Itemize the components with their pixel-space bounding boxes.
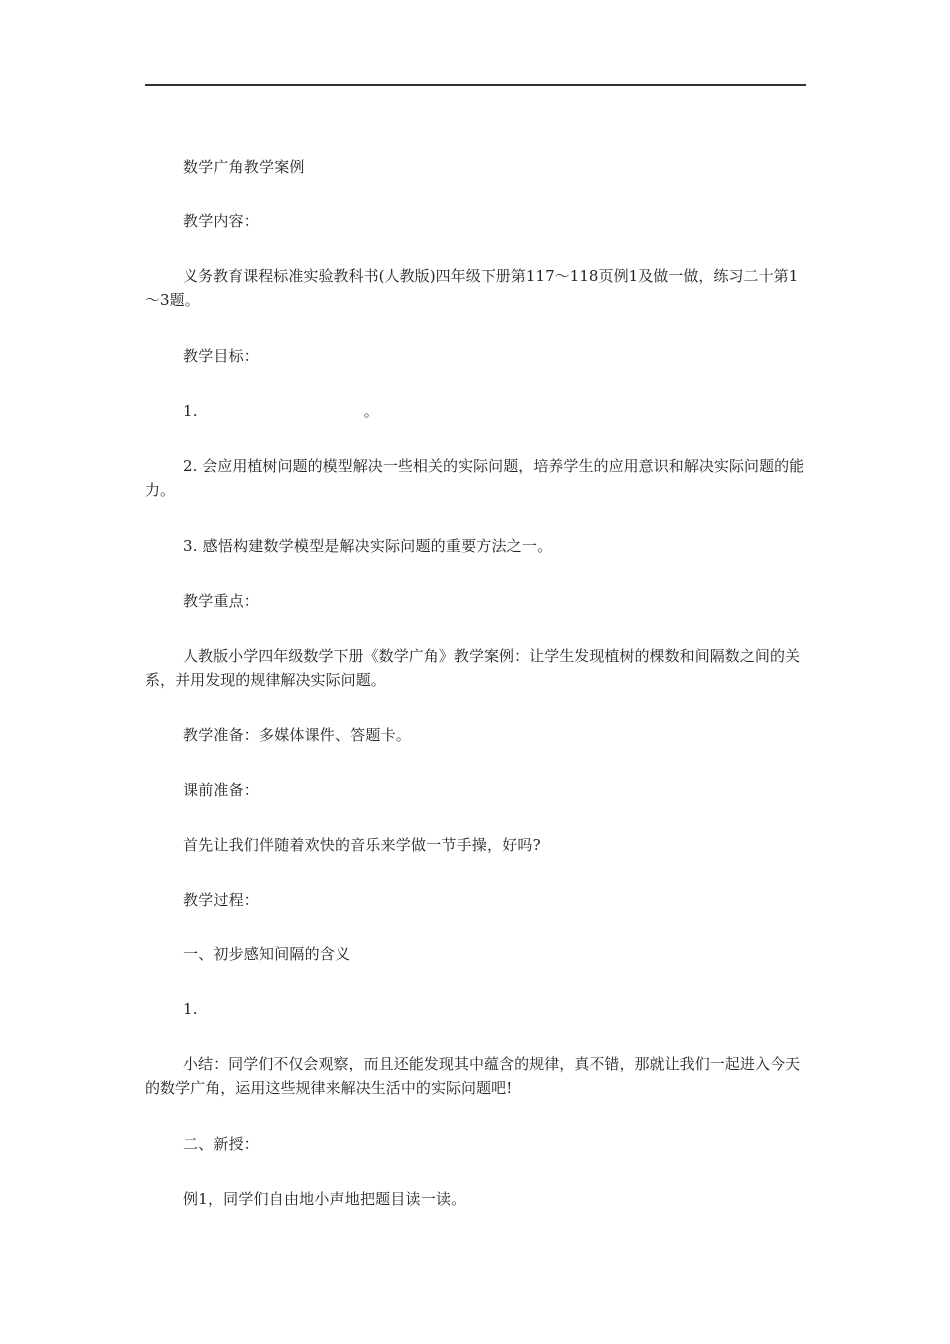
part-1-heading: 一、初步感知间隔的含义 <box>183 945 351 963</box>
summary-paragraph: 小结：同学们不仅会观察，而且还能发现其中蕴含的规律，真不错，那就让我们一起进入今天的数学广角，运用这些规律来解决生活中的实际问题吧! <box>145 1055 801 1097</box>
goal-3: 3. 感悟构建数学模型是解决实际问题的重要方法之一。 <box>183 537 553 555</box>
preparation-line: 教学准备：多媒体课件、答题卡。 <box>183 726 412 744</box>
document-title: 数学广角教学案例 <box>183 158 305 176</box>
section-preclass-label: 课前准备： <box>183 781 260 799</box>
content-paragraph: 义务教育课程标准实验教科书(人教版)四年级下册第117～118页例1及做一做，练习二十第1～3题。 <box>145 267 799 309</box>
goal-2: 2. 会应用植树问题的模型解决一些相关的实际问题，培养学生的应用意识和解决实际问题的能力。 <box>145 457 805 499</box>
key-paragraph: 人教版小学四年级数学下册《数学广角》教学案例：让学生发现植树的棵数和间隔数之间的关系，并用发现的规律解决实际问题。 <box>145 647 801 689</box>
goal-1-number: 1. <box>183 402 198 420</box>
section-content-label: 教学内容： <box>183 212 260 230</box>
section-goals-label: 教学目标： <box>183 347 260 365</box>
example-1-line: 例1，同学们自由地小声地把题目读一读。 <box>183 1190 467 1208</box>
part-2-heading: 二、新授： <box>183 1135 260 1153</box>
goal-1 <box>145 399 806 423</box>
header-rule <box>145 84 806 86</box>
preclass-paragraph: 首先让我们伴随着欢快的音乐来学做一节手操，好吗? <box>183 836 541 854</box>
part-1-item: 1. <box>183 1000 198 1018</box>
section-key-label: 教学重点： <box>183 592 260 610</box>
section-process-label: 教学过程： <box>183 891 260 909</box>
goal-1-tail: 。 <box>363 402 379 420</box>
